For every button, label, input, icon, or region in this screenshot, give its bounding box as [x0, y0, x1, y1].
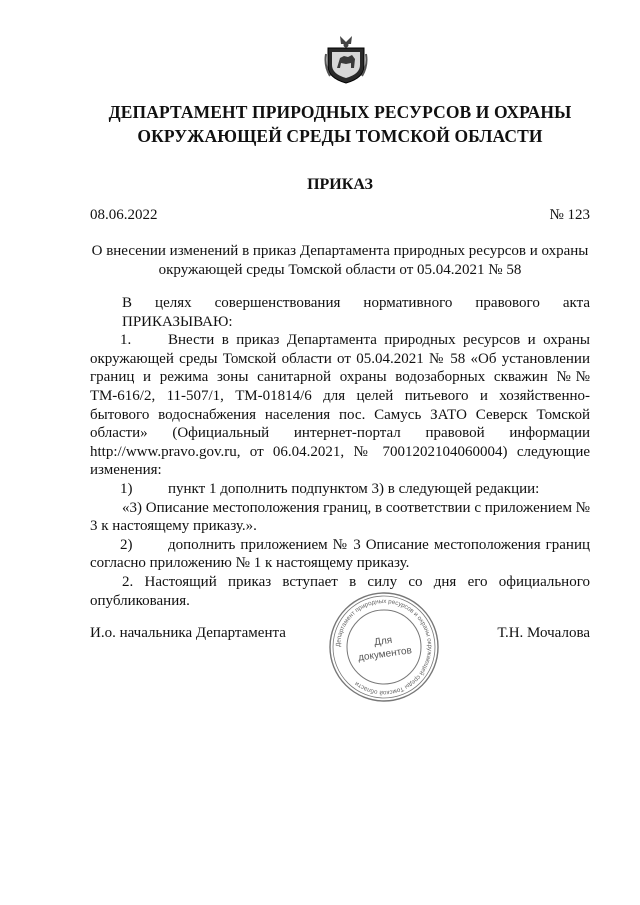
- stamp-center-line1: Для: [373, 634, 393, 649]
- command-word: ПРИКАЗЫВАЮ:: [122, 313, 233, 330]
- sub-item-2-text: дополнить приложением № 3 Описание местоположения границ согласно приложению № 1 к настоящему приказу.: [90, 536, 590, 572]
- sub-item-1-number: 1): [120, 480, 133, 497]
- order-number: № 123: [549, 207, 590, 223]
- organization-name: [90, 100, 590, 148]
- document-type-title: ПРИКАЗ: [307, 176, 373, 193]
- order-body: [90, 294, 590, 610]
- preamble: В целях совершенствования нормативного правового акта: [122, 295, 590, 311]
- stamp-center-line2: документов: [357, 645, 413, 664]
- coat-of-arms-emblem: [324, 34, 368, 84]
- sub-item-2-number: 2): [120, 536, 133, 553]
- item-2: 2. Настоящий приказ вступает в силу со дня его официального опубликования.: [90, 573, 590, 609]
- official-stamp: [327, 590, 441, 704]
- org-name-line1: ДЕПАРТАМЕНТ ПРИРОДНЫХ РЕСУРСОВ И ОХРАНЫ: [108, 102, 572, 122]
- signer-name: Т.Н. Мочалова: [497, 625, 590, 641]
- stamp-ring-text: Департамент природных ресурсов и охраны окружающей среды Томской области: [334, 597, 434, 697]
- order-subject: [90, 242, 590, 280]
- item-1-number: 1.: [120, 332, 132, 349]
- sub-item-1: [90, 480, 590, 499]
- sub-item-2: [90, 536, 590, 573]
- sub-item-1-text: пункт 1 дополнить подпунктом 3) в следующей редакции:: [168, 480, 540, 497]
- item-1-text: Внести в приказ Департамента природных ресурсов и охраны окружающей среды Томской области от 05.04.2021 № 58 «Об установлении границ и режима зоны санитарной охраны водозаборных скважин №№ ТМ-616/2, 11-507/1, ТМ-01814/6 для целей питьевого и хозяйственно-бытового водоснабжения населения пос. Самусь ЗАТО Северск Томской области» (Официальный интернет-портал правовой информации http://www.pravo.gov.ru, от 06.04.2021, № 7001202104060004) следующие изменения:: [90, 332, 590, 479]
- org-name-line2: ОКРУЖАЮЩЕЙ СРЕДЫ ТОМСКОЙ ОБЛАСТИ: [137, 126, 543, 146]
- signer-position: И.о. начальника Департамента: [90, 625, 286, 641]
- order-date: 08.06.2022: [90, 207, 158, 223]
- subject-line1: О внесении изменений в приказ Департамента природных ресурсов и охраны: [91, 243, 589, 259]
- item-1: [90, 331, 590, 480]
- quoted-amendment: «3) Описание местоположения границ, в соответствии с приложением № 3 к настоящему приказу.».: [90, 499, 590, 535]
- subject-line2: окружающей среды Томской области от 05.04.2021 № 58: [158, 262, 522, 278]
